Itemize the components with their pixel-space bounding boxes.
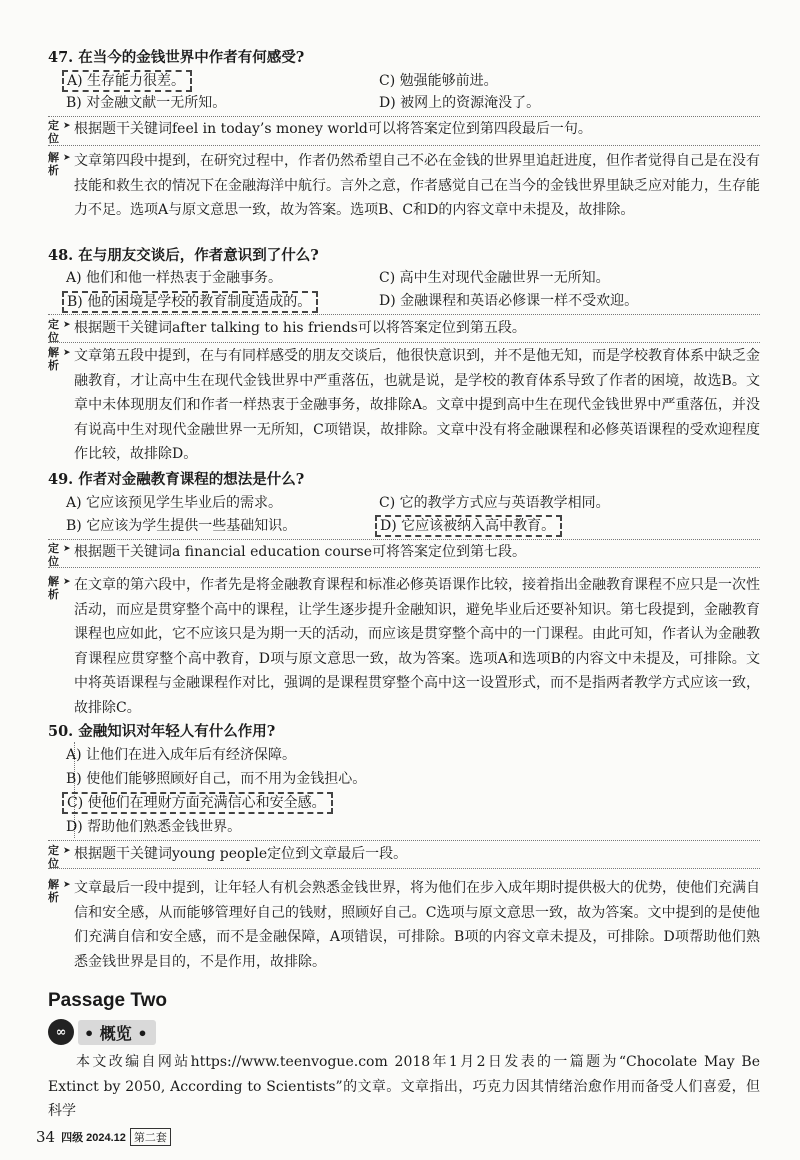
q49-option-c: C) 它的教学方式应与英语教学相同。 <box>379 495 610 511</box>
q47-locate <box>48 117 760 145</box>
q47-option-b: B) 对金融文献一无所知。 <box>66 95 227 111</box>
divider <box>48 342 760 343</box>
q50-option-a: A) 让他们在进入成年后有经济保障。 <box>66 747 297 763</box>
q49-option-a: A) 它应该预见学生毕业后的需求。 <box>66 495 283 511</box>
q48-analysis-text: 文章第五段中提到，在与有同样感受的朋友交谈后，他很快意识到，并不是他无知，而是学校教育体系中缺乏金融教育，才让高中生在现代金钱世界中严重落伍，也就是说，是学校的教育体系导致了作者的困境，故选B。文章中未体现朋友们和作者一样热衷于金融事务，故排除A。文章中提到高中生在现代金钱世界中严重落伍，并没有说高中生对现代金融世界一无所知，C项错误，故排除。文章中没有将金融课程和必修英语课程的受欢迎程度作比较，故排除D。 <box>74 348 760 462</box>
q48-option-b-answer: B) 他的困境是学校的教育制度造成的。 <box>62 291 318 313</box>
q47-option-d: D) 被网上的资源淹没了。 <box>379 95 541 111</box>
arrow-icon: ➤ <box>63 846 71 856</box>
edition-label: 四级 2024.12 <box>61 1132 126 1144</box>
q47-option-a-answer: A) 生存能力很差。 <box>62 70 192 92</box>
q47-analysis <box>48 149 760 223</box>
analysis-tag: 解析 <box>48 151 59 177</box>
analysis-tag: 解析 <box>48 575 59 601</box>
q49-option-b: B) 它应该为学生提供一些基础知识。 <box>66 518 297 534</box>
divider <box>48 314 760 315</box>
divider <box>48 145 760 146</box>
q48-option-c: C) 高中生对现代金融世界一无所知。 <box>379 270 610 286</box>
q48-analysis <box>48 344 760 467</box>
divider <box>48 868 760 869</box>
overview-intro-text: 本文改编自网站https://www.teenvogue.com 2018年1月2日发表的一篇题为“Chocolate May Be Extinct by 2050, According to Scientists”的文章。文章指出，巧克力因其情绪治愈作用而备受人们喜爱，但科学 <box>48 1054 760 1119</box>
q48-option-d: D) 金融课程和英语必修课一样不受欢迎。 <box>379 293 639 309</box>
page-footer <box>36 1128 171 1146</box>
question-47-title: 47. 在当今的金钱世界中作者有何感受? <box>48 49 305 66</box>
q49-analysis <box>48 573 760 720</box>
q49-analysis-text: 在文章的第六段中，作者先是将金融教育课程和标准必修英语课作比较，接着指出金融教育课程不应只是一次性活动，而应是贯穿整个高中的课程，让学生逐步提升金融知识，避免毕业后还要补知识。第七段提到，金融教育课程也应如此，它不应该只是为期一天的活动，而应该是贯穿整个高中的一门课程。由此可知，作者认为金融教育课程应贯穿整个高中教育，D项与原文意思一致，故为答案。选项A和选项B的内容文中未提及，可排除。文中将英语课程与金融课程作对比，强调的是课程贯穿整个高中这一设置形式，而不是指两者教学方式应该一致，故排除C。 <box>74 577 760 716</box>
question-50-title: 50. 金融知识对年轻人有什么作用? <box>48 723 276 740</box>
volume-badge: 第二套 <box>130 1128 171 1146</box>
overview-label: • 概览 • <box>78 1020 156 1045</box>
q48-option-a: A) 他们和他一样热衷于金融事务。 <box>66 270 283 286</box>
arrow-icon: ➤ <box>63 153 71 163</box>
overview-header <box>48 1020 156 1044</box>
q50-analysis-text: 文章最后一段中提到，让年轻人有机会熟悉金钱世界，将为他们在步入成年期时提供极大的优势，使他们充满自信和安全感，从而能够管理好自己的钱财，照顾好自己。C选项与原文意思一致，故为答案。文中提到的是使他们充满自信和安全感，而不是金融保障，A项错误，可排除。B项的内容文章未提及，可排除。D项帮助他们熟悉金钱世界是目的，不是作用，故排除。 <box>74 880 760 970</box>
question-49-title: 49. 作者对金融教育课程的想法是什么? <box>48 471 305 488</box>
divider <box>48 567 760 568</box>
q50-option-c-answer: C) 使他们在理财方面充满信心和安全感。 <box>62 792 333 814</box>
analysis-tag: 解析 <box>48 878 59 904</box>
locate-tag: 定位 <box>48 318 59 344</box>
infinity-icon: ∞ <box>48 1019 74 1045</box>
q49-option-d-answer: D) 它应该被纳入高中教育。 <box>375 515 562 537</box>
q49-locate-text: 根据题干关键词a financial education course可将答案定位到第七段。 <box>74 544 527 560</box>
question-48-title: 48. 在与朋友交谈后，作者意识到了什么? <box>48 247 319 264</box>
q47-locate-text: 根据题干关键词feel in today’s money world可以将答案定位到第四段最后一句。 <box>74 121 592 137</box>
q48-locate-text: 根据题干关键词after talking to his friends可以将答案定位到第五段。 <box>74 320 526 336</box>
q47-analysis-text: 文章第四段中提到，在研究过程中，作者仍然希望自己不必在金钱的世界里追赶进度，但作者觉得自己是在没有技能和救生衣的情况下在金融海洋中航行。言外之意，作者感觉自己在当今的金钱世界里缺乏应对能力，生存能力不足。选项A与原文意思一致，故为答案。选项B、C和D的内容文章中未提及，故排除。 <box>74 153 760 218</box>
arrow-icon: ➤ <box>63 544 71 554</box>
q48-locate <box>48 316 760 344</box>
q47-option-c: C) 勉强能够前进。 <box>379 73 498 89</box>
q50-locate <box>48 842 760 870</box>
locate-tag: 定位 <box>48 844 59 870</box>
passage-title: Passage Two <box>48 990 167 1011</box>
q50-analysis <box>48 876 760 974</box>
analysis-tag: 解析 <box>48 346 59 372</box>
arrow-icon: ➤ <box>63 577 71 587</box>
arrow-icon: ➤ <box>63 880 71 890</box>
q49-locate <box>48 540 760 568</box>
page-number: 34 <box>36 1128 56 1146</box>
q50-option-d: D) 帮助他们熟悉金钱世界。 <box>66 819 242 835</box>
q50-option-b: B) 使他们能够照顾好自己，而不用为金钱担心。 <box>66 771 367 787</box>
arrow-icon: ➤ <box>63 348 71 358</box>
divider <box>48 840 760 841</box>
locate-tag: 定位 <box>48 542 59 568</box>
arrow-icon: ➤ <box>63 320 71 330</box>
q50-locate-text: 根据题干关键词young people定位到文章最后一段。 <box>74 846 408 862</box>
locate-tag: 定位 <box>48 119 59 145</box>
arrow-icon: ➤ <box>63 121 71 131</box>
